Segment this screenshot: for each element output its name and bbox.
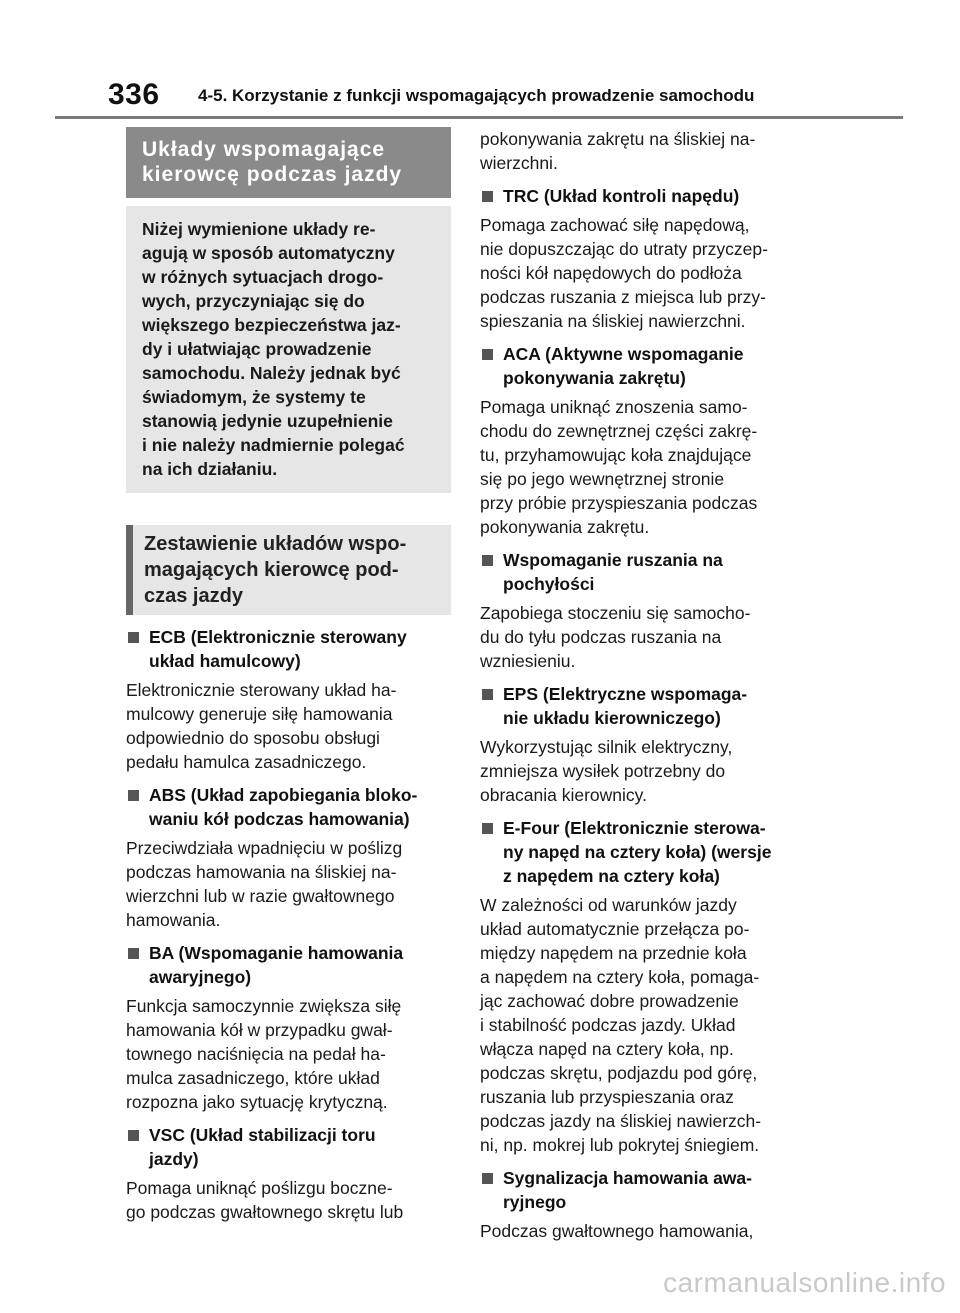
body-line: Elektronicznie sterowany układ ha- [126, 680, 397, 700]
item-heading-line: pochyłości [503, 574, 595, 594]
item-body [480, 1219, 805, 1243]
item-emergency-brake-signal [480, 1166, 805, 1243]
square-bullet-icon [128, 632, 139, 643]
body-line: włącza napęd na cztery koła, np. [480, 1039, 734, 1059]
body-line: zmniejsza wysiłek potrzebny do [480, 761, 726, 781]
intro-line: na ich działaniu. [142, 459, 278, 479]
item-heading [480, 682, 805, 730]
continued-text [480, 127, 805, 175]
body-line: między napędem na przednie koła [480, 943, 747, 963]
item-heading-line: ACA (Aktywne wspomaganie [503, 344, 744, 364]
body-line: ruszania lub przyspieszania oraz [480, 1087, 734, 1107]
body-line: Przeciwdziała wpadnięciu w poślizg [126, 838, 403, 858]
square-bullet-icon [128, 948, 139, 959]
body-line: hamowania kół w przypadku gwał- [126, 1020, 393, 1040]
body-line: ności kół napędowych do podłoża [480, 263, 742, 283]
subsection-title-line: czas jazdy [144, 585, 243, 607]
body-line: podczas jazdy na śliskiej nawierzch- [480, 1111, 762, 1131]
item-heading [126, 783, 451, 831]
square-bullet-icon [482, 191, 493, 202]
item-heading-line: E-Four (Elektronicznie sterowa- [503, 818, 766, 838]
body-line: du do tyłu podczas ruszania na [480, 627, 722, 647]
intro-box [126, 206, 451, 493]
body-line: ni, np. mokrej lub pokrytej śniegiem. [480, 1135, 760, 1155]
item-body [480, 601, 805, 673]
item-heading-line: z napędem na cztery koła) [503, 866, 720, 886]
item-heading-line: awaryjnego) [149, 967, 252, 987]
page-header [108, 78, 903, 118]
body-line: podczas hamowania na śliskiej na- [126, 862, 397, 882]
watermark: carmanualsonline.info [663, 1267, 946, 1298]
body-line: chodu do zewnętrznej części zakrę- [480, 421, 758, 441]
body-line: przy próbie przyspieszania podczas [480, 493, 758, 513]
item-heading-line: ny napęd na cztery koła) (wersje [503, 842, 772, 862]
intro-line: agują w sposób automatyczny [142, 243, 395, 263]
body-line: pokonywania zakrętu na śliskiej na- [480, 129, 756, 149]
item-body [480, 213, 805, 333]
intro-line: świadomym, że systemy te [142, 387, 366, 407]
item-heading [126, 1123, 451, 1171]
item-heading-line: TRC (Układ kontroli napędu) [503, 186, 740, 206]
body-line: spieszania na śliskiej nawierzchni. [480, 311, 746, 331]
body-line: pokonywania zakrętu. [480, 517, 650, 537]
subsection-title-line: magających kierowcę pod- [144, 559, 399, 581]
item-ba [126, 941, 451, 1114]
body-line: rozpozna jako sytuację krytyczną. [126, 1092, 388, 1112]
right-column [480, 127, 805, 1252]
item-body [126, 1176, 451, 1224]
body-line: wierzchni. [480, 153, 558, 173]
subsection-title-line: Zestawienie układów wspo- [144, 533, 407, 555]
item-heading-line: ABS (Układ zapobiegania bloko- [149, 785, 418, 805]
item-body [126, 836, 451, 932]
item-body [480, 893, 805, 1157]
body-line: W zależności od warunków jazdy [480, 895, 737, 915]
body-line: i stabilność podczas jazdy. Układ [480, 1015, 736, 1035]
intro-line: stanowią jedynie uzupełnienie [142, 411, 393, 431]
body-line: jąc zachować dobre prowadzenie [480, 991, 739, 1011]
body-line: townego naciśnięcia na pedał ha- [126, 1044, 386, 1064]
intro-line: dy i ułatwiając prowadzenie [142, 339, 372, 359]
body-line: wierzchni lub w razie gwałtownego [126, 886, 395, 906]
item-heading-line: EPS (Elektryczne wspomaga- [503, 684, 748, 704]
body-line: pedału hamulca zasadniczego. [126, 752, 367, 772]
item-heading [480, 342, 805, 390]
item-hill-start-assist [480, 548, 805, 673]
item-body [480, 735, 805, 807]
item-body [126, 678, 451, 774]
square-bullet-icon [482, 1173, 493, 1184]
left-column [126, 127, 451, 1233]
square-bullet-icon [482, 555, 493, 566]
body-line: Pomaga zachować siłę napędową, [480, 215, 750, 235]
body-line: podczas ruszania z miejsca lub przy- [480, 287, 766, 307]
body-line: Funkcja samoczynnie zwiększa siłę [126, 996, 402, 1016]
item-heading-line: układ hamulcowy) [149, 651, 301, 671]
section-title-line: kierowcę podczas jazdy [142, 163, 403, 186]
header-divider [55, 116, 903, 119]
body-line: Pomaga uniknąć poślizgu boczne- [126, 1178, 393, 1198]
body-line: mulca zasadniczego, które układ [126, 1068, 380, 1088]
subsection-title [126, 525, 451, 615]
intro-line: Niżej wymienione układy re- [142, 219, 376, 239]
item-trc [480, 184, 805, 333]
item-heading [126, 625, 451, 673]
body-line: Wykorzystując silnik elektryczny, [480, 737, 733, 757]
item-heading [480, 816, 805, 888]
item-heading-line: Sygnalizacja hamowania awa- [503, 1168, 752, 1188]
body-line: Pomaga uniknąć znoszenia samo- [480, 397, 748, 417]
square-bullet-icon [128, 1130, 139, 1141]
square-bullet-icon [482, 349, 493, 360]
item-abs [126, 783, 451, 932]
page-number: 336 [108, 78, 160, 111]
body-line: podczas skrętu, podjazdu pod górę, [480, 1063, 758, 1083]
square-bullet-icon [482, 823, 493, 834]
body-line: obracania kierownicy. [480, 785, 647, 805]
body-line: go podczas gwałtownego skrętu lub [126, 1202, 404, 1222]
section-title-line: Układy wspomagające [142, 138, 386, 161]
item-heading-line: waniu kół podczas hamowania) [149, 809, 410, 829]
square-bullet-icon [482, 689, 493, 700]
item-heading-line: VSC (Układ stabilizacji toru [149, 1125, 376, 1145]
intro-line: w różnych sytuacjach drogo- [142, 267, 384, 287]
item-heading-line: pokonywania zakrętu) [503, 368, 686, 388]
item-body [126, 994, 451, 1114]
item-heading-line: nie układu kierowniczego) [503, 708, 721, 728]
square-bullet-icon [128, 790, 139, 801]
item-heading [480, 1166, 805, 1214]
item-heading [126, 941, 451, 989]
body-line: a napędem na cztery koła, pomaga- [480, 967, 760, 987]
item-heading [480, 548, 805, 596]
body-line: układ automatycznie przełącza po- [480, 919, 750, 939]
intro-line: i nie należy nadmiernie polegać [142, 435, 405, 455]
item-eps [480, 682, 805, 807]
item-ecb [126, 625, 451, 774]
body-line: mulcowy generuje siłę hamowania [126, 704, 393, 724]
body-line: wzniesieniu. [480, 651, 576, 671]
body-line: Podczas gwałtownego hamowania, [480, 1221, 754, 1241]
body-line: odpowiednio do sposobu obsługi [126, 728, 380, 748]
body-line: się po jego wewnętrznej stronie [480, 469, 725, 489]
body-line: nie dopuszczając do utraty przyczep- [480, 239, 768, 259]
item-heading-line: ryjnego [503, 1192, 567, 1212]
intro-line: większego bezpieczeństwa jaz- [142, 315, 401, 335]
intro-line: wych, przyczyniając się do [142, 291, 365, 311]
item-heading-line: Wspomaganie ruszania na [503, 550, 723, 570]
item-aca [480, 342, 805, 539]
body-line: hamowania. [126, 910, 221, 930]
section-title [126, 127, 451, 198]
body-line: tu, przyhamowując koła znajdujące [480, 445, 752, 465]
item-heading-line: BA (Wspomaganie hamowania [149, 943, 404, 963]
item-heading [480, 184, 805, 208]
item-heading-line: jazdy) [149, 1149, 199, 1169]
item-e-four [480, 816, 805, 1157]
item-body [480, 395, 805, 539]
intro-line: samochodu. Należy jednak być [142, 363, 401, 383]
item-vsc [126, 1123, 451, 1224]
body-line: Zapobiega stoczeniu się samocho- [480, 603, 751, 623]
item-heading-line: ECB (Elektronicznie sterowany [149, 627, 407, 647]
chapter-title: 4-5. Korzystanie z funkcji wspomagających prowadzenie samochodu [198, 86, 755, 105]
